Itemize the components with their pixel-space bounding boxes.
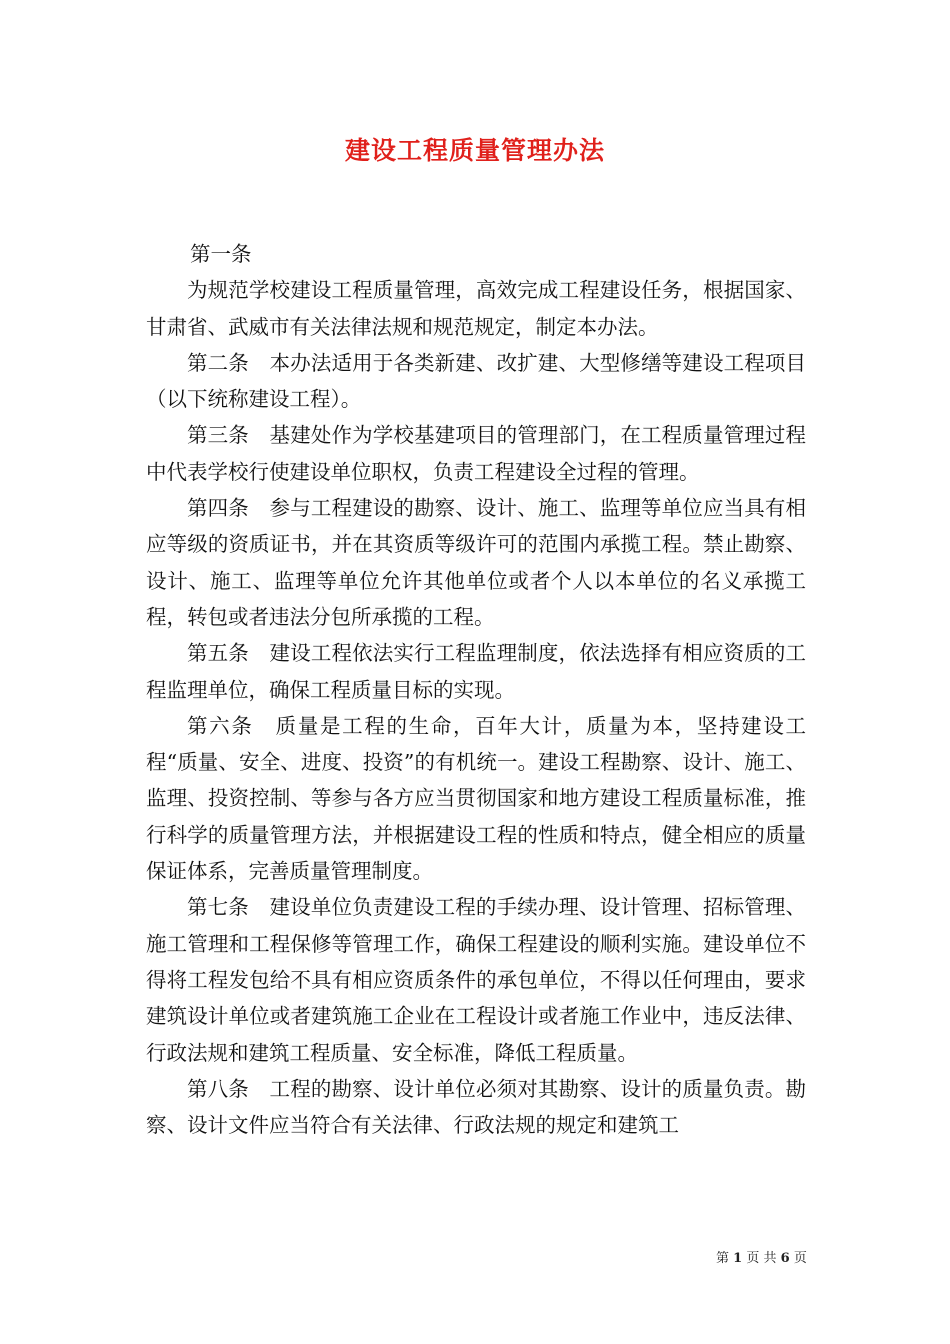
footer-prefix: 第	[716, 1251, 730, 1266]
article-4: 第四条 参与工程建设的勘察、设计、施工、监理等单位应当具有相应等级的资质证书，并在其资质等级许可的范围内承揽工程。禁止勘察、设计、施工、监理等单位允许其他单位或者个人以本单位的名义承揽工程，转包或者违法分包所承揽的工程。	[146, 496, 806, 629]
footer-suffix: 页	[793, 1251, 807, 1266]
total-pages-number: 6	[780, 1251, 790, 1266]
document-title: 建设工程质量管理办法	[344, 136, 605, 165]
article-6: 第六条 质量是工程的生命，百年大计，质量为本，坚持建设工程“质量、安全、进度、投资”的有机统一。建设工程勘察、设计、施工、监理、投资控制、等参与各方应当贯彻国家和地方建设工程质量标准，推行科学的质量管理方法，并根据建设工程的性质和特点，健全相应的质量保证体系，完善质量管理制度。	[146, 713, 806, 884]
current-page-number: 1	[733, 1251, 743, 1266]
article-7: 第七条 建设单位负责建设工程的手续办理、设计管理、招标管理、施工管理和工程保修等管理工作，确保工程建设的顺利实施。建设单位不得将工程发包给不具有相应资质条件的承包单位，不得以任何理由，要求建筑设计单位或者建筑施工企业在工程设计或者施工作业中，违反法律、行政法规和建筑工程质量、安全标准，降低工程质量。	[146, 895, 806, 1065]
article-5: 第五条 建设工程依法实行工程监理制度，依法选择有相应资质的工程监理单位，确保工程质量目标的实现。	[146, 641, 806, 702]
article-1-text: 为规范学校建设工程质量管理，高效完成工程建设任务，根据国家、甘肃省、武威市有关法律法规和规范规定，制定本办法。	[146, 278, 806, 339]
article-3: 第三条 基建处作为学校基建项目的管理部门，在工程质量管理过程中代表学校行使建设单位职权，负责工程建设全过程的管理。	[146, 423, 806, 484]
article-2: 第二条 本办法适用于各类新建、改扩建、大型修缮等建设工程项目（以下统称建设工程）。	[146, 350, 806, 412]
document-body	[146, 236, 806, 1143]
page-number-footer	[716, 1250, 807, 1268]
footer-middle: 页 共	[746, 1251, 777, 1266]
article-8: 第八条 工程的勘察、设计单位必须对其勘察、设计的质量负责。勘察、设计文件应当符合有关法律、行政法规的规定和建筑工	[146, 1076, 806, 1138]
article-1-label: 第一条	[190, 242, 252, 266]
